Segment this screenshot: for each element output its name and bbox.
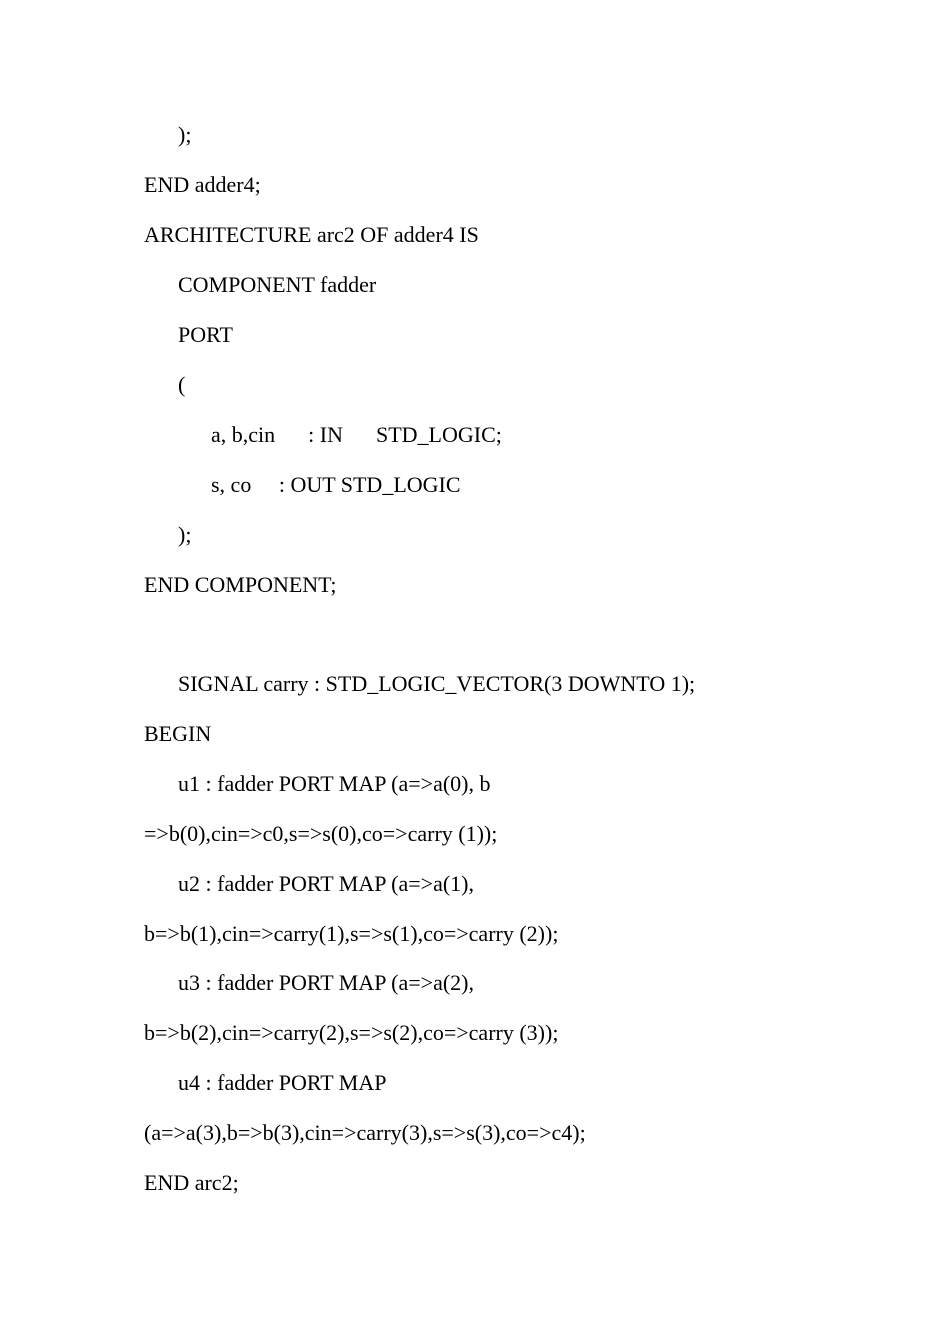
code-line-component-port-close: ); — [178, 522, 192, 547]
code-line-port-open: ( — [178, 372, 186, 397]
code-line-component: COMPONENT fadder — [178, 272, 377, 297]
code-line-inputs: a, b,cin : IN STD_LOGIC; — [211, 422, 502, 447]
code-line-architecture: ARCHITECTURE arc2 OF adder4 IS — [144, 222, 479, 247]
code-line-begin: BEGIN — [144, 721, 212, 746]
code-line-u3-cont: b=>b(2),cin=>carry(2),s=>s(2),co=>carry (3)); — [144, 1020, 559, 1045]
code-line-port: PORT — [178, 322, 233, 347]
code-line-end-component: END COMPONENT; — [144, 572, 337, 597]
code-line-u2-cont: b=>b(1),cin=>carry(1),s=>s(1),co=>carry (2)); — [144, 921, 559, 946]
code-line-u1: u1 : fadder PORT MAP (a=>a(0), b — [178, 771, 491, 796]
code-line-port-close: ); — [178, 122, 192, 147]
code-line-u4: u4 : fadder PORT MAP — [178, 1070, 387, 1095]
code-line-signal: SIGNAL carry : STD_LOGIC_VECTOR(3 DOWNTO 1); — [178, 671, 696, 696]
code-line-u4-cont: (a=>a(3),b=>b(3),cin=>carry(3),s=>s(3),co=>c4); — [144, 1120, 586, 1145]
code-line-u3: u3 : fadder PORT MAP (a=>a(2), — [178, 970, 475, 995]
code-line-u2: u2 : fadder PORT MAP (a=>a(1), — [178, 871, 475, 896]
code-line-outputs: s, co : OUT STD_LOGIC — [211, 472, 461, 497]
code-line-end-architecture: END arc2; — [144, 1170, 239, 1195]
code-line-end-entity: END adder4; — [144, 172, 261, 197]
code-line-u1-cont: =>b(0),cin=>c0,s=>s(0),co=>carry (1)); — [144, 821, 498, 846]
